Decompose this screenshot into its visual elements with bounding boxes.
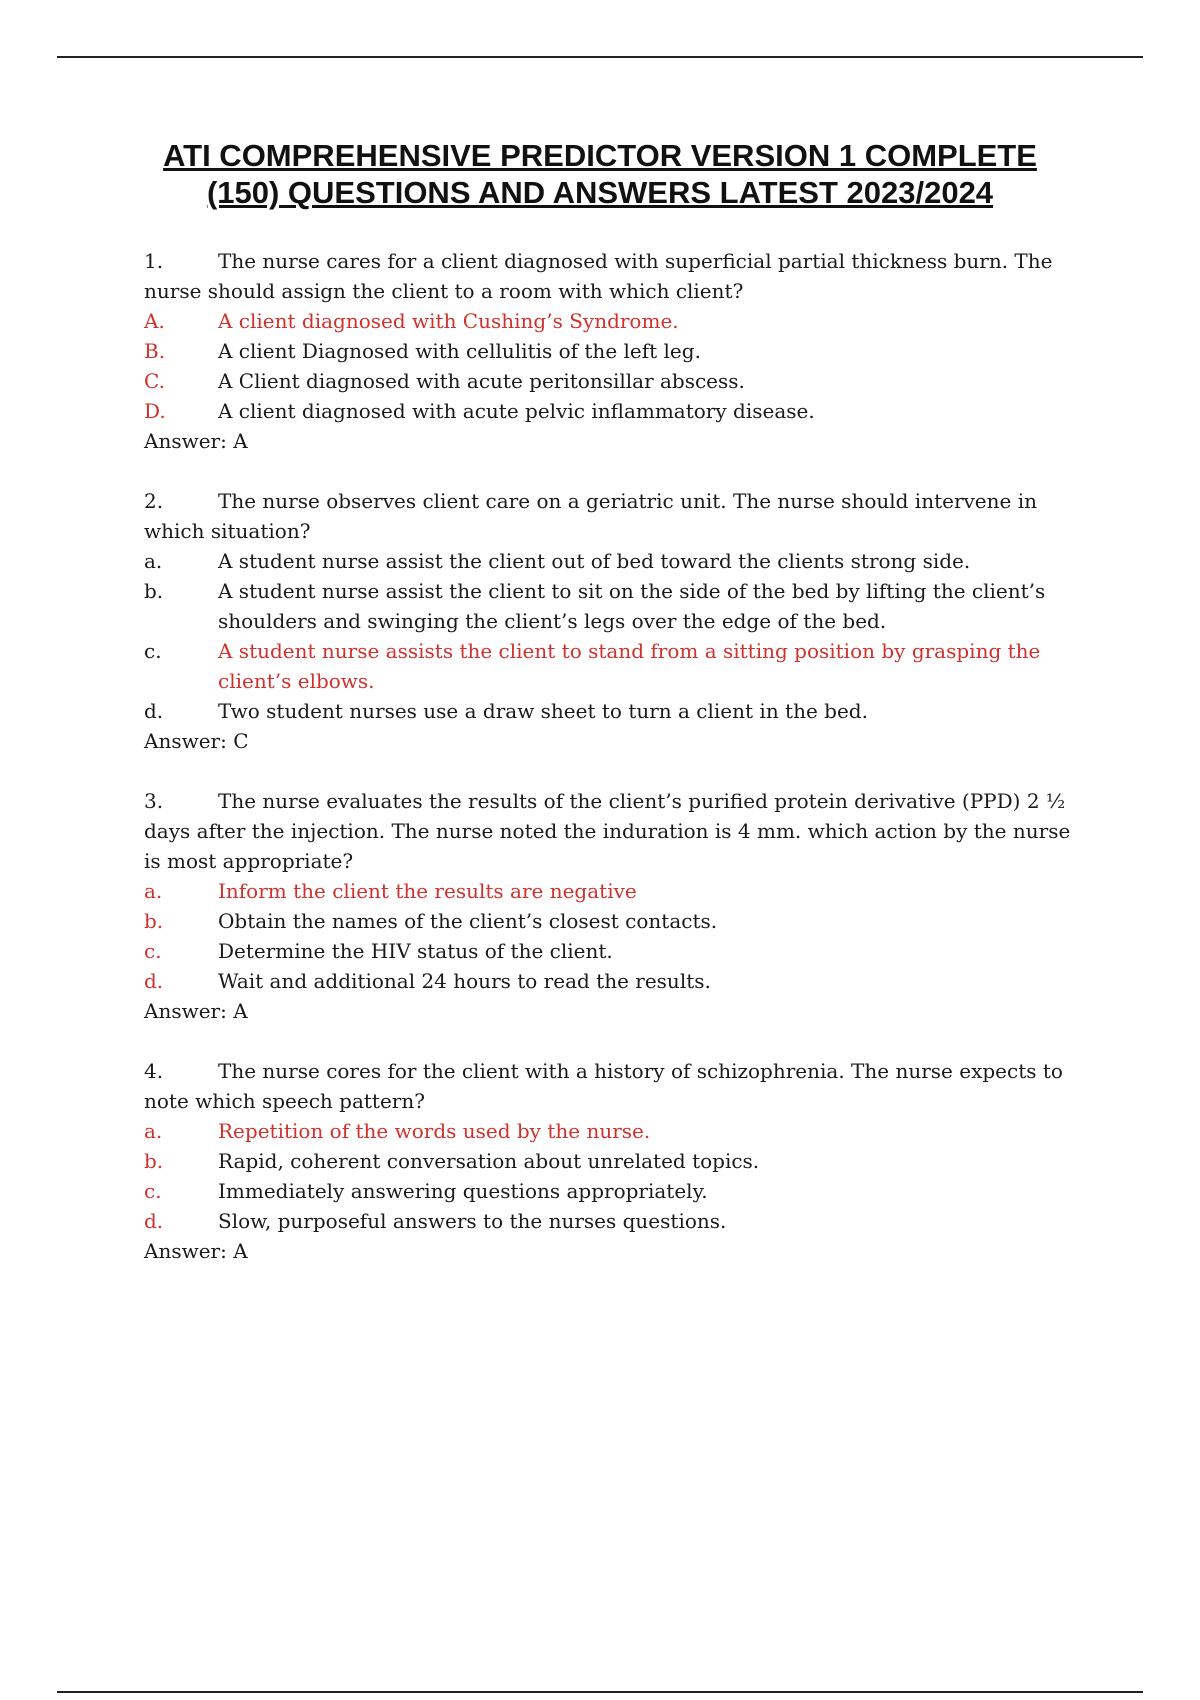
question-stem xyxy=(144,1056,1084,1116)
option-letter: d. xyxy=(144,699,164,723)
question-stem xyxy=(144,486,1084,546)
option-d xyxy=(144,966,1084,996)
option-text: A student nurse assist the client to sit on the side of the bed by lifting the client’s shoulders and swinging the client’s legs over the edge of the bed. xyxy=(218,579,1046,633)
option-c xyxy=(144,1176,1084,1206)
option-letter: c. xyxy=(144,1179,162,1203)
question-text: The nurse cores for the client with a history of schizophrenia. The nurse expects to note which speech pattern? xyxy=(144,1059,1063,1113)
top-rule xyxy=(57,56,1143,58)
option-a xyxy=(144,876,1084,906)
option-letter: a. xyxy=(144,549,163,573)
option-text: A student nurse assists the client to stand from a sitting position by grasping the client’s elbows. xyxy=(218,639,1041,693)
option-a xyxy=(144,1116,1084,1146)
option-text: A student nurse assist the client out of bed toward the clients strong side. xyxy=(218,549,971,573)
option-letter: d. xyxy=(144,1209,164,1233)
question-text: The nurse observes client care on a geriatric unit. The nurse should intervene in which situation? xyxy=(144,489,1037,543)
option-c xyxy=(144,636,1084,696)
option-letter: A. xyxy=(144,309,165,333)
question-text: The nurse cares for a client diagnosed with superficial partial thickness burn. The nurse should assign the client to a room with which client? xyxy=(144,249,1053,303)
question-number: 2. xyxy=(144,489,164,513)
option-letter: c. xyxy=(144,939,162,963)
option-c xyxy=(144,366,1084,396)
question-number: 4. xyxy=(144,1059,164,1083)
option-letter: D. xyxy=(144,399,166,423)
question-stem xyxy=(144,246,1084,306)
option-b xyxy=(144,906,1084,936)
question-1 xyxy=(144,246,1084,456)
option-text: A client Diagnosed with cellulitis of the left leg. xyxy=(218,339,701,363)
option-b xyxy=(144,336,1084,366)
option-b xyxy=(144,1146,1084,1176)
option-text: A client diagnosed with acute pelvic inflammatory disease. xyxy=(218,399,815,423)
option-letter: d. xyxy=(144,969,164,993)
option-letter: C. xyxy=(144,369,165,393)
question-number: 1. xyxy=(144,249,164,273)
question-list xyxy=(144,246,1084,1296)
option-d xyxy=(144,396,1084,426)
question-3 xyxy=(144,786,1084,1026)
option-a xyxy=(144,546,1084,576)
question-number: 3. xyxy=(144,789,164,813)
title-line-1: ATI COMPREHENSIVE PREDICTOR VERSION 1 COMPLETE xyxy=(163,138,1037,173)
answer-line: Answer: A xyxy=(144,999,248,1023)
option-text: Slow, purposeful answers to the nurses questions. xyxy=(218,1209,727,1233)
option-text: Inform the client the results are negative xyxy=(218,879,637,903)
option-letter: b. xyxy=(144,579,164,603)
question-2 xyxy=(144,486,1084,756)
answer-line: Answer: A xyxy=(144,429,248,453)
option-text: Repetition of the words used by the nurse. xyxy=(218,1119,651,1143)
option-letter: a. xyxy=(144,879,163,903)
title-line-2: (150) QUESTIONS AND ANSWERS LATEST 2023/2024 xyxy=(206,175,994,210)
option-d xyxy=(144,1206,1084,1236)
option-text: Wait and additional 24 hours to read the results. xyxy=(218,969,711,993)
option-text: Rapid, coherent conversation about unrelated topics. xyxy=(218,1149,760,1173)
option-text: Two student nurses use a draw sheet to turn a client in the bed. xyxy=(218,699,868,723)
option-text: Immediately answering questions appropriately. xyxy=(218,1179,708,1203)
option-c xyxy=(144,936,1084,966)
question-4 xyxy=(144,1056,1084,1266)
option-letter: a. xyxy=(144,1119,163,1143)
question-stem xyxy=(144,786,1084,876)
option-letter: c. xyxy=(144,639,162,663)
option-text: Determine the HIV status of the client. xyxy=(218,939,613,963)
option-letter: b. xyxy=(144,909,164,933)
option-d xyxy=(144,696,1084,726)
option-letter: b. xyxy=(144,1149,164,1173)
option-letter: B. xyxy=(144,339,166,363)
option-text: A Client diagnosed with acute peritonsillar abscess. xyxy=(218,369,745,393)
answer-line: Answer: A xyxy=(144,1239,248,1263)
answer-line: Answer: C xyxy=(144,729,249,753)
option-text: A client diagnosed with Cushing’s Syndrome. xyxy=(218,309,679,333)
option-text: Obtain the names of the client’s closest contacts. xyxy=(218,909,718,933)
question-text: The nurse evaluates the results of the client’s purified protein derivative (PPD) 2 ½ days after the injection. The nurse noted the induration is 4 mm. which action by the nurse is most appropriate? xyxy=(144,789,1071,873)
option-a xyxy=(144,306,1084,336)
bottom-rule xyxy=(57,1691,1143,1693)
page-title xyxy=(100,137,1100,211)
option-b xyxy=(144,576,1084,636)
